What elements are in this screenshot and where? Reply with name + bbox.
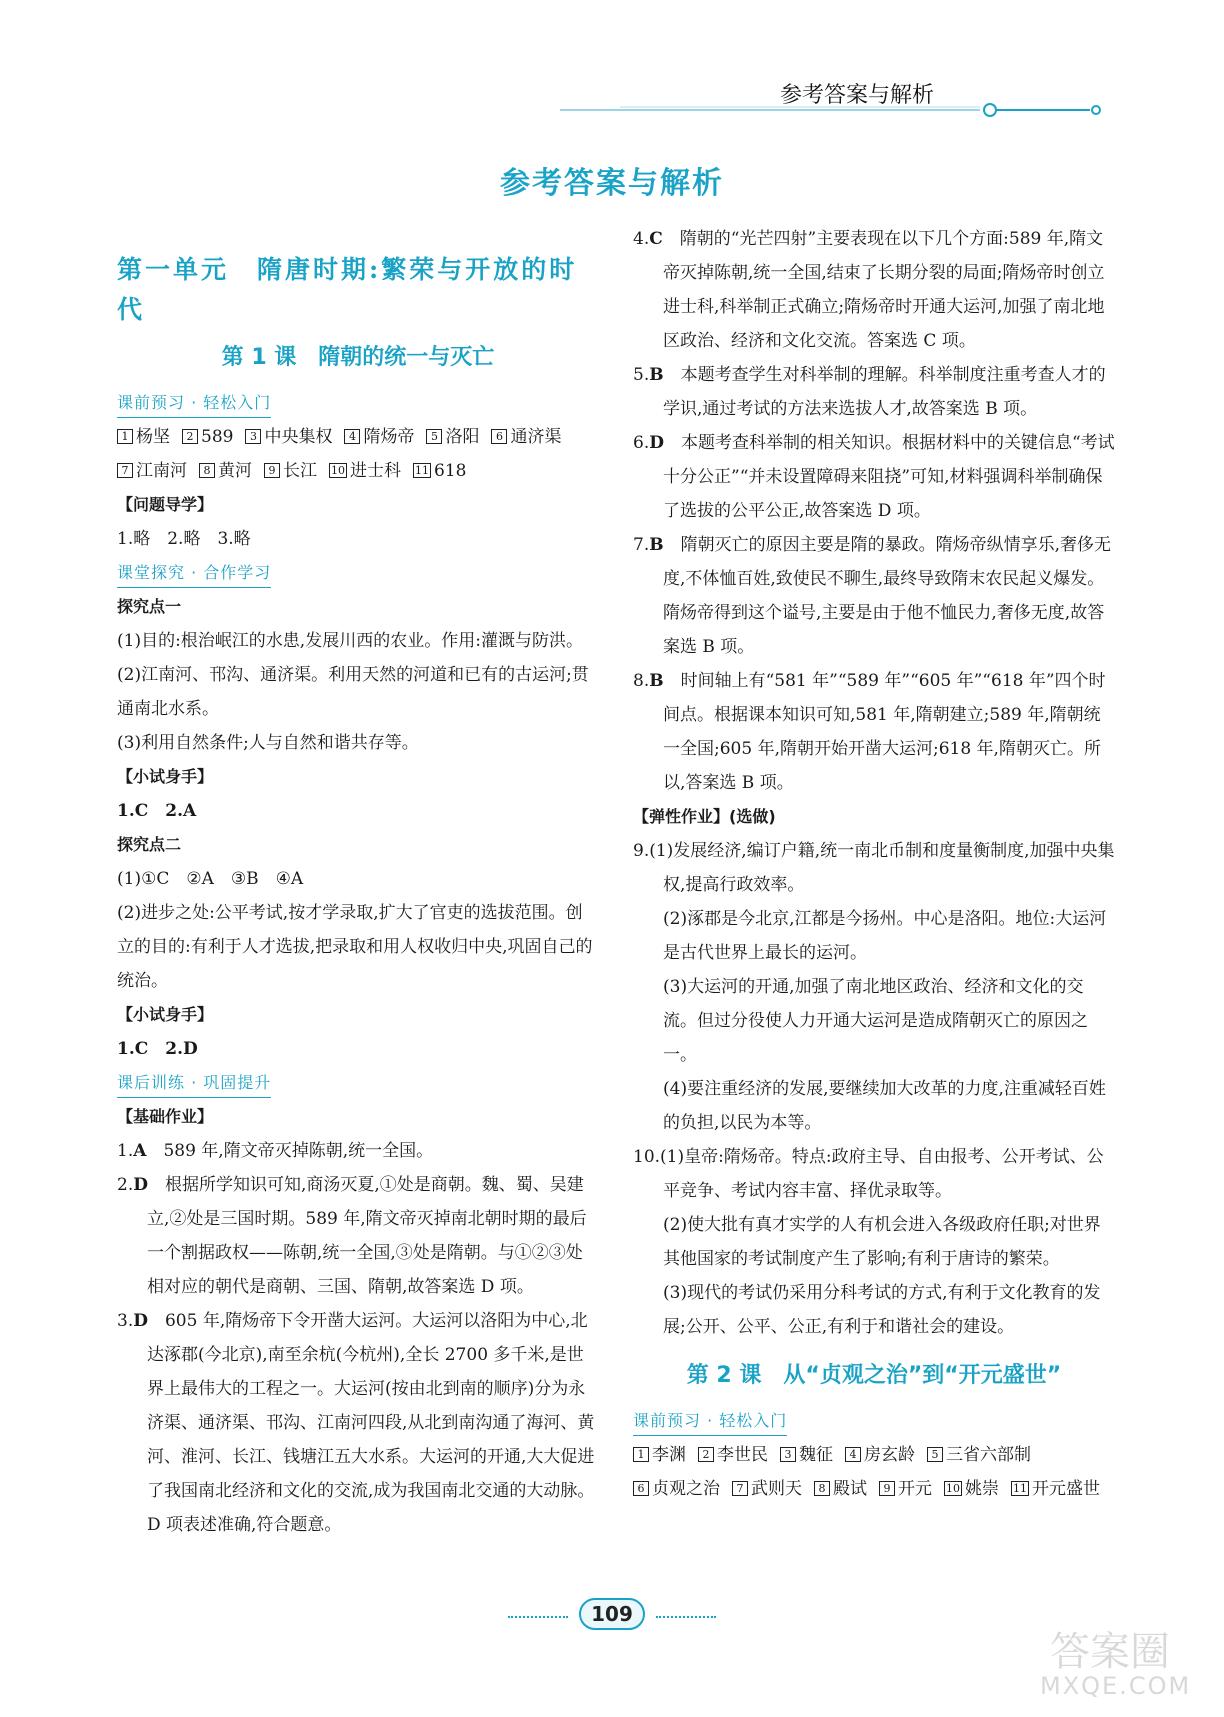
preview-answer-list — [117, 420, 599, 488]
header-title: 参考答案与解析 — [780, 83, 935, 108]
section-banner-after: 课后训练 · 巩固提升 — [117, 1069, 271, 1098]
question-2: 2.D 根据所学知识可知,商汤灭夏,①处是商朝。魏、蜀、吴建立,②处是三国时期。589 年,隋文帝灭掉南北朝时期的最后一个割据政权——陈朝,统一全国,③处是隋朝。与①②③处相对应的朝代是商朝、三国、隋朝,故答案选 D 项。 — [117, 1175, 587, 1297]
preview-answer-item — [780, 1438, 833, 1472]
page-number-footer — [0, 1598, 1224, 1630]
explore-2-answer-1: (1)①C ②A ③B ④A — [117, 869, 304, 889]
try-answers-1: 1.C 2.A — [117, 801, 197, 821]
answer-number-box: 9 — [264, 463, 280, 478]
wenti-answers: 1.略 2.略 3.略 — [117, 529, 251, 549]
answer-text: 魏征 — [799, 1445, 833, 1465]
question-4: 4.C 隋朝的“光芒四射”主要表现在以下几个方面:589 年,隋文帝灭掉陈朝,统一全国,结束了长期分裂的局面;隋炀帝时创立进士科,科举制正式确立;隋炀帝时开通大运河,加强了南北地区政治、经济和文化交流。答案选 C 项。 — [633, 229, 1105, 351]
answer-number-box: 4 — [845, 1447, 861, 1462]
preview-answer-item — [814, 1472, 867, 1506]
answer-text: 李渊 — [652, 1445, 686, 1465]
right-column — [633, 222, 1115, 1506]
question-8: 8.B 时间轴上有“581 年”“589 年”“605 年”“618 年”四个时间点。根据课本知识可知,581 年,隋朝建立;589 年,隋朝统一全国;605 年,隋朝开始开凿大运河;618 年,隋朝灭亡。所以,答案选 B 项。 — [633, 671, 1106, 793]
section-banner-class: 课堂探究 · 合作学习 — [117, 559, 271, 588]
answer-text: 房玄龄 — [864, 1445, 915, 1465]
preview-answer-item — [1011, 1472, 1100, 1506]
answer-text: 江南河 — [136, 461, 187, 481]
answer-number-box: 5 — [426, 429, 442, 444]
question-9-part-1: 9.(1)发展经济,编订户籍,统一南北币制和度量衡制度,加强中央集权,提高行政效率。 — [633, 841, 1115, 895]
answer-number-box: 6 — [633, 1481, 649, 1496]
answer-number-box: 3 — [245, 429, 261, 444]
preview-answer-item — [199, 454, 252, 488]
preview-answer-item — [491, 420, 561, 454]
preview-answer-item — [117, 454, 187, 488]
answer-number-box: 2 — [182, 429, 198, 444]
explore-1-answer-3: (3)利用自然条件;人与自然和谐共存等。 — [117, 733, 419, 753]
answer-number-box: 5 — [927, 1447, 943, 1462]
answer-text: 开元 — [898, 1479, 932, 1499]
left-column — [117, 250, 599, 1542]
preview-answer-item — [927, 1438, 1031, 1472]
basic-homework-heading: 【基础作业】 — [117, 1107, 214, 1126]
section-banner-preview: 课前预习 · 轻松入门 — [117, 389, 271, 418]
header-rule — [560, 103, 1140, 117]
answer-number-box: 10 — [331, 464, 345, 477]
page-number: 109 — [579, 1598, 645, 1630]
preview-answer-item — [426, 420, 479, 454]
answer-number-box: 8 — [199, 463, 215, 478]
lesson-title: 第 1 课 隋朝的统一与灭亡 — [221, 345, 495, 370]
answer-text: 三省六部制 — [946, 1445, 1031, 1465]
answer-text: 进士科 — [350, 461, 401, 481]
question-7: 7.B 隋朝灭亡的原因主要是隋的暴政。隋炀帝纵情享乐,奢侈无度,不体恤百姓,致使民不聊生,最终导致隋末农民起义爆发。隋炀帝得到这个谥号,主要是由于他不恤民力,奢侈无度,故答案选 B 项。 — [633, 535, 1112, 657]
footer-dots-right — [656, 1616, 716, 1618]
preview-answer-item — [732, 1472, 802, 1506]
preview-answer-item — [413, 454, 466, 488]
try-heading-2: 【小试身手】 — [117, 1005, 214, 1024]
try-heading-1: 【小试身手】 — [117, 767, 214, 786]
answer-text: 洛阳 — [445, 427, 480, 447]
section-banner-preview-2: 课前预习 · 轻松入门 — [633, 1407, 787, 1436]
question-3: 3.D 605 年,隋炀帝下令开凿大运河。大运河以洛阳为中心,北达涿郡(今北京),南至余杭(今杭州),全长 2700 多千米,是世界上最伟大的工程之一。大运河(按由北到南的顺序)分为永济渠、通济渠、邗沟、江南河四段,从北到南沟通了海河、黄河、淮河、长江、钱塘江五大水系。大运河的开通,大大促进了我国南北经济和文化的交流,成为我国南北交通的大动脉。D 项表述准确,符合题意。 — [117, 1311, 595, 1535]
answer-number-box: 6 — [491, 429, 507, 444]
question-6: 6.D 本题考查科举制的相关知识。根据材料中的关键信息“考试十分公正”“并未设置障碍来阻挠”可知,材料强调科举制确保了选拔的公平公正,故答案选 D 项。 — [633, 433, 1115, 521]
preview-answer-item — [264, 454, 317, 488]
answer-text: 殿试 — [833, 1479, 867, 1499]
answer-number-box: 11 — [415, 464, 429, 477]
preview-answer-item — [329, 454, 401, 488]
answer-number-box: 4 — [344, 429, 360, 444]
answer-text: 隋炀帝 — [363, 427, 415, 447]
explore-point-1-heading: 探究点一 — [117, 597, 182, 616]
preview-answer-item — [182, 420, 233, 454]
explore-point-2-heading: 探究点二 — [117, 835, 182, 854]
explore-1-answer-1: (1)目的:根治岷江的水患,发展川西的农业。作用:灌溉与防洪。 — [117, 631, 583, 651]
answer-text: 中央集权 — [264, 427, 333, 447]
answer-text: 杨坚 — [136, 427, 170, 447]
answer-text: 589 — [201, 427, 234, 447]
question-10-part-1: 10.(1)皇帝:隋炀帝。特点:政府主导、自由报考、公开考试、公平竞争、考试内容丰富、择优录取等。 — [633, 1147, 1104, 1201]
preview-answer-item — [344, 420, 414, 454]
answer-text: 武则天 — [751, 1479, 802, 1499]
answer-number-box: 2 — [698, 1447, 714, 1462]
page-title: 参考答案与解析 — [500, 166, 724, 201]
question-9-part-3: (3)大运河的开通,加强了南北地区政治、经济和文化的交流。但过分役使人力开通大运河是造成隋朝灭亡的原因之一。 — [663, 977, 1088, 1065]
answer-number-box: 9 — [879, 1481, 895, 1496]
answer-text: 通济渠 — [510, 427, 562, 447]
preview-answer-item — [698, 1438, 768, 1472]
answer-number-box: 1 — [117, 429, 133, 444]
answer-text: 姚崇 — [965, 1479, 999, 1499]
answer-number-box: 8 — [814, 1481, 830, 1496]
answer-number-box: 11 — [1013, 1482, 1027, 1495]
question-5: 5.B 本题考查学生对科举制的理解。科举制度注重考查人才的学识,通过考试的方法来选拔人才,故答案选 B 项。 — [633, 365, 1106, 419]
answer-number-box: 1 — [633, 1447, 649, 1462]
preview-answer-item — [845, 1438, 915, 1472]
wenti-heading: 【问题导学】 — [117, 495, 214, 514]
question-10-part-2: (2)使大批有真才实学的人有机会进入各级政府任职;对世界其他国家的考试制度产生了影响;有利于唐诗的繁荣。 — [663, 1215, 1101, 1269]
question-9-part-4: (4)要注重经济的发展,要继续加大改革的力度,注重减轻百姓的负担,以民为本等。 — [663, 1079, 1106, 1133]
answer-text: 李世民 — [717, 1445, 768, 1465]
elastic-homework-heading: 【弹性作业】(选做) — [633, 807, 776, 826]
preview-answer-item — [633, 1472, 720, 1506]
preview-answer-item — [944, 1472, 999, 1506]
answer-number-box: 3 — [780, 1447, 796, 1462]
try-answers-2: 1.C 2.D — [117, 1039, 198, 1059]
watermark-logo: 答案圈 — [1050, 1629, 1170, 1675]
footer-dots-left — [508, 1616, 568, 1618]
answer-text: 618 — [434, 461, 467, 481]
preview-answer-item — [879, 1472, 932, 1506]
answer-text: 黄河 — [218, 461, 252, 481]
answer-number-box: 7 — [732, 1481, 748, 1496]
preview-answer-item — [245, 420, 332, 454]
question-10-part-3: (3)现代的考试仍采用分科考试的方式,有利于文化教育的发展;公开、公平、公正,有利于和谐社会的建设。 — [663, 1283, 1101, 1337]
answer-number-box: 7 — [117, 463, 133, 478]
answer-text: 开元盛世 — [1032, 1479, 1100, 1499]
question-9-part-2: (2)涿郡是今北京,江都是今扬州。中心是洛阳。地位:大运河是古代世界上最长的运河。 — [663, 909, 1107, 963]
answer-number-box: 10 — [946, 1482, 960, 1495]
preview-answer-item — [117, 420, 170, 454]
preview-answer-item — [633, 1438, 686, 1472]
question-1: 1.A 589 年,隋文帝灭掉陈朝,统一全国。 — [117, 1141, 434, 1161]
explore-2-answer-2: (2)进步之处:公平考试,按才学录取,扩大了官吏的选拔范围。创立的目的:有利于人才选拔,把录取和用人权收归中央,巩固自己的统治。 — [117, 903, 593, 991]
unit-title: 第一单元 隋唐时期:繁荣与开放的时代 — [117, 255, 578, 324]
answer-text: 长江 — [283, 461, 317, 481]
preview-2-answer-list — [633, 1438, 1115, 1506]
explore-1-answer-2: (2)江南河、邗沟、通济渠。利用天然的河道和已有的古运河;贯通南北水系。 — [117, 665, 589, 719]
answer-text: 贞观之治 — [652, 1479, 720, 1499]
lesson-2-title: 第 2 课 从“贞观之治”到“开元盛世” — [686, 1363, 1062, 1388]
watermark-url: MXQE.COM — [1040, 1672, 1192, 1700]
